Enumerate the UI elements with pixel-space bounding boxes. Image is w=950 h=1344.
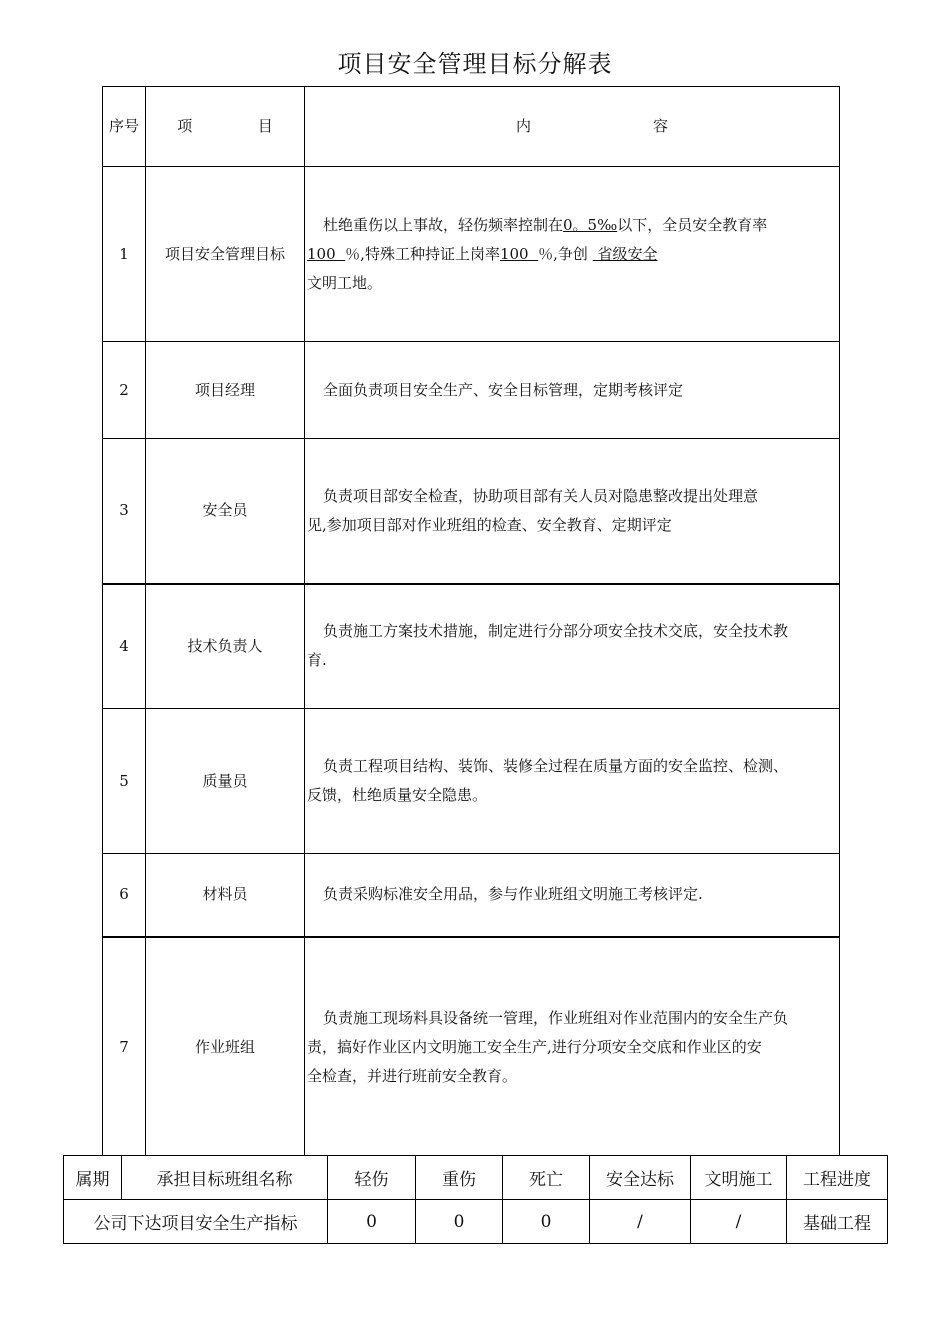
header-item xyxy=(146,87,305,167)
table-row xyxy=(103,709,840,854)
row-content xyxy=(305,584,840,709)
header-content-a: 内 xyxy=(515,117,531,135)
header-minor-injury: 轻伤 xyxy=(328,1156,416,1200)
header-period: 属期 xyxy=(64,1156,122,1200)
table-row xyxy=(103,584,840,709)
header-item-a: 项 xyxy=(177,117,193,135)
row-item: 项目安全管理目标 xyxy=(146,167,305,342)
content-text: 负责施工现场料具设备统一管理，作业班组对作业范围内的安全生产负 xyxy=(323,1008,789,1027)
header-civilized-construction: 文明施工 xyxy=(691,1156,787,1200)
content-text: 反馈，杜绝质量安全隐患。 xyxy=(307,786,488,804)
header-num: 序号 xyxy=(103,87,146,167)
header-death: 死亡 xyxy=(503,1156,590,1200)
row-content xyxy=(305,854,840,937)
header-team-name: 承担目标班组名称 xyxy=(122,1156,328,1200)
content-text: 负责采购标准安全用品，参与作业班组文明施工考核评定. xyxy=(323,885,703,904)
content-text: 文明工地。 xyxy=(307,273,383,292)
value-safety-compliance: / xyxy=(590,1200,691,1244)
indicator-header-row xyxy=(64,1156,888,1200)
page-title: 项目安全管理目标分解表 xyxy=(337,50,613,78)
row-item: 技术负责人 xyxy=(146,584,305,709)
content-text: ％,争创 xyxy=(538,244,593,263)
safety-goal-table xyxy=(102,86,840,1157)
row-item: 材料员 xyxy=(146,854,305,937)
row-item: 作业班组 xyxy=(146,937,305,1157)
row-num: 7 xyxy=(103,937,146,1157)
content-text: 负责工程项目结构、装饰、装修全过程在质量方面的安全监控、检测、 xyxy=(323,757,789,775)
injury-rate: 0。5‰ xyxy=(563,215,618,234)
row-num: 1 xyxy=(103,167,146,342)
table-row xyxy=(103,167,840,342)
content-text: 全面负责项目安全生产、安全目标管理，定期考核评定 xyxy=(323,380,684,399)
content-text: 见,参加项目部对作业班组的检查、安全教育、定期评定 xyxy=(307,515,672,534)
content-text: 责，搞好作业区内文明施工安全生产,进行分项安全交底和作业区的安 xyxy=(307,1037,762,1056)
content-text: ％,特殊工种持证上岗率 xyxy=(345,244,500,263)
row-content xyxy=(305,937,840,1157)
value-death: 0 xyxy=(503,1200,590,1244)
indicator-table xyxy=(63,1155,888,1244)
header-item-b: 目 xyxy=(257,117,273,135)
row-num: 5 xyxy=(103,709,146,854)
value-civilized-construction: / xyxy=(691,1200,787,1244)
content-text: 育. xyxy=(307,651,327,670)
value-serious-injury: 0 xyxy=(416,1200,503,1244)
header-safety-compliance: 安全达标 xyxy=(590,1156,691,1200)
header-content xyxy=(305,87,840,167)
table-header-row xyxy=(103,87,840,167)
value-minor-injury: 0 xyxy=(328,1200,416,1244)
row-num: 2 xyxy=(103,342,146,439)
row-num: 3 xyxy=(103,439,146,584)
row-content xyxy=(305,167,840,342)
row-num: 4 xyxy=(103,584,146,709)
row-item: 项目经理 xyxy=(146,342,305,439)
table-row xyxy=(103,439,840,584)
education-rate: 100 xyxy=(307,244,346,263)
table-row xyxy=(103,937,840,1157)
row-item: 安全员 xyxy=(146,439,305,584)
header-serious-injury: 重伤 xyxy=(416,1156,503,1200)
row-content xyxy=(305,342,840,439)
table-row xyxy=(103,342,840,439)
indicator-value-row xyxy=(64,1200,888,1244)
row-num: 6 xyxy=(103,854,146,937)
content-text: 负责项目部安全检查，协助项目部有关人员对隐患整改提出处理意 xyxy=(323,486,759,505)
content-text: 以下，全员安全教育率 xyxy=(617,215,768,234)
header-content-b: 容 xyxy=(652,117,668,135)
content-text: 负责施工方案技术措施，制定进行分部分项安全技术交底，安全技术教 xyxy=(323,622,789,641)
indicator-row-label: 公司下达项目安全生产指标 xyxy=(64,1200,328,1244)
row-item: 质量员 xyxy=(146,709,305,854)
header-progress: 工程进度 xyxy=(787,1156,888,1200)
value-progress: 基础工程 xyxy=(787,1200,888,1244)
table-row xyxy=(103,854,840,937)
content-text: 杜绝重伤以上事故，轻伤频率控制在 xyxy=(323,215,564,234)
certification-rate: 100 xyxy=(499,244,539,263)
safety-goal-level: 省级安全 xyxy=(592,244,658,263)
row-content xyxy=(305,709,840,854)
row-content xyxy=(305,439,840,584)
content-text: 全检查，并进行班前安全教育。 xyxy=(307,1066,518,1085)
